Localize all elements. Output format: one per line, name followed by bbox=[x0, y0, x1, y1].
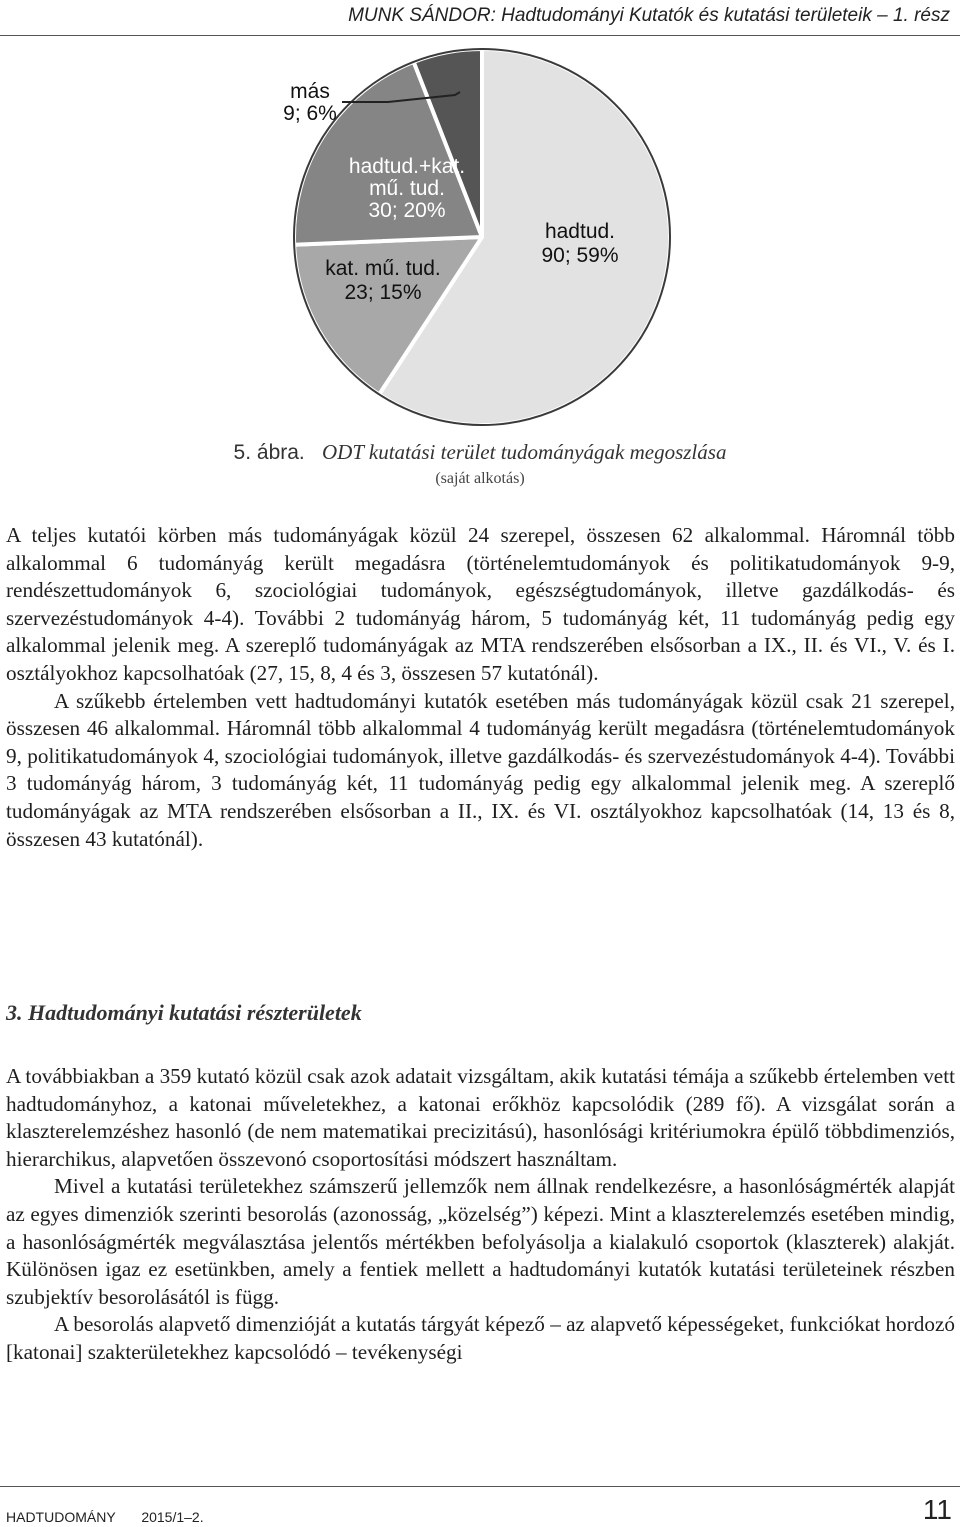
section-heading bbox=[6, 1000, 362, 1026]
journal-issue: 2015/1–2. bbox=[141, 1509, 204, 1525]
footer-rule bbox=[0, 1486, 960, 1487]
figure-source: (saját alkotás) bbox=[435, 470, 525, 487]
figure-number: 5. ábra. bbox=[233, 441, 305, 464]
paragraph: A teljes kutatói körben más tudományágak közül 24 szerepel, összesen 62 alkalommal. Háromnál több alkalommal 6 tudományág került megadásra (történelemtudományok és politikatudományok 9-9, rendészettudományok 6, szociológiai tudományok, egészségtudományok, illetve gazdálkodás- és szervezéstudományok 4-4). További 2 tudományág három, 5 tudományág két, 11 tudományág pedig egy alkalommal jelenik meg. A szereplő tudományágak az MTA rendszerében elsősorban a IX., II. és VI., V. és I. osztályokhoz kapcsolhatóak (27, 15, 8, 4 és 3, összesen 57 kutatónál). bbox=[6, 523, 955, 685]
paragraph: Mivel a kutatási területekhez számszerű jellemzők nem állnak rendelkezésre, a hasonlóságmérték alapját az egyes dimenziók szerinti besorolás (azonosság, „közelség”) képezi. Mint a klaszterelemzés esetében mindig, a hasonlóságmérték megválasztása jelentős mértékben befolyásolja a kialakuló csoportok (klaszterek) alakját. Különösen igaz ez esetünkben, amely a fentiek mellett a hadtudományi kutatók kutatási területeinek részben szubjektív besorolásától is függ. bbox=[6, 1174, 955, 1309]
running-head: MUNK SÁNDOR: Hadtudományi Kutatók és kutatási területeik – 1. rész bbox=[348, 5, 950, 26]
page-number: 11 bbox=[922, 1494, 952, 1525]
paragraph: A besorolás alapvető dimenzióját a kutatás tárgyát képező – az alapvető képességeket, funkciókat hordozó [katonai] szakterületekhez kapcsolódó – tevékenységi bbox=[6, 1312, 955, 1364]
section-title: Hadtudományi kutatási részterületek bbox=[28, 1000, 362, 1025]
figure-caption bbox=[0, 440, 960, 465]
footer-journal-info bbox=[6, 1509, 204, 1525]
paragraph: A szűkebb értelemben vett hadtudományi kutatók esetében más tudományágak közül csak 21 szerepel, összesen 46 alkalommal. Háromnál több alkalommal 4 tudományág került megadásra (történelemtudományok 9, politikatudományok 4, szociológiai tudományok, illetve gazdálkodás- és szervezéstudományok 4-4). További 3 tudományág három, 3 tudományág két, 11 tudományág pedig egy alkalommal jelenik meg. A szereplő tudományágak az MTA rendszerében elsősorban a II., IX. és VI. osztályokhoz kapcsolhatóak (14, 13 és 8, összesen 43 kutatónál). bbox=[6, 688, 955, 851]
paragraph: A továbbiakban a 359 kutató közül csak azok adatait vizsgáltam, akik kutatási témája a szűkebb értelemben vett hadtudományhoz, a katonai műveletekhez, a katonai erőkhöz kapcsolódik (289 fő). A vizsgálat során a klaszterelemzéshez hasonló (de nem matematikai precizitású), hasonlósági kritériumokra épülő többdimenziós, hierarchikus, alapvetően összevonó csoportosítási módszert használtam. bbox=[6, 1064, 955, 1171]
pie-slice-label: hadtud. 90; 59% bbox=[541, 220, 619, 267]
body-text-block-1 bbox=[6, 522, 955, 853]
section-number: 3. bbox=[6, 1000, 23, 1025]
header-rule bbox=[0, 35, 960, 36]
body-text-block-2 bbox=[6, 1063, 955, 1367]
figure-title: ODT kutatási terület tudományágak megoszlása bbox=[322, 440, 727, 464]
pie-slice-label: más 9; 6% bbox=[283, 80, 337, 125]
pie-chart bbox=[270, 40, 690, 440]
journal-name: HADTUDOMÁNY bbox=[6, 1509, 116, 1525]
pie-slice-label: hadtud.+kat. mű. tud. 30; 20% bbox=[348, 155, 466, 222]
pie-slice-label: kat. mű. tud. 23; 15% bbox=[325, 257, 441, 304]
